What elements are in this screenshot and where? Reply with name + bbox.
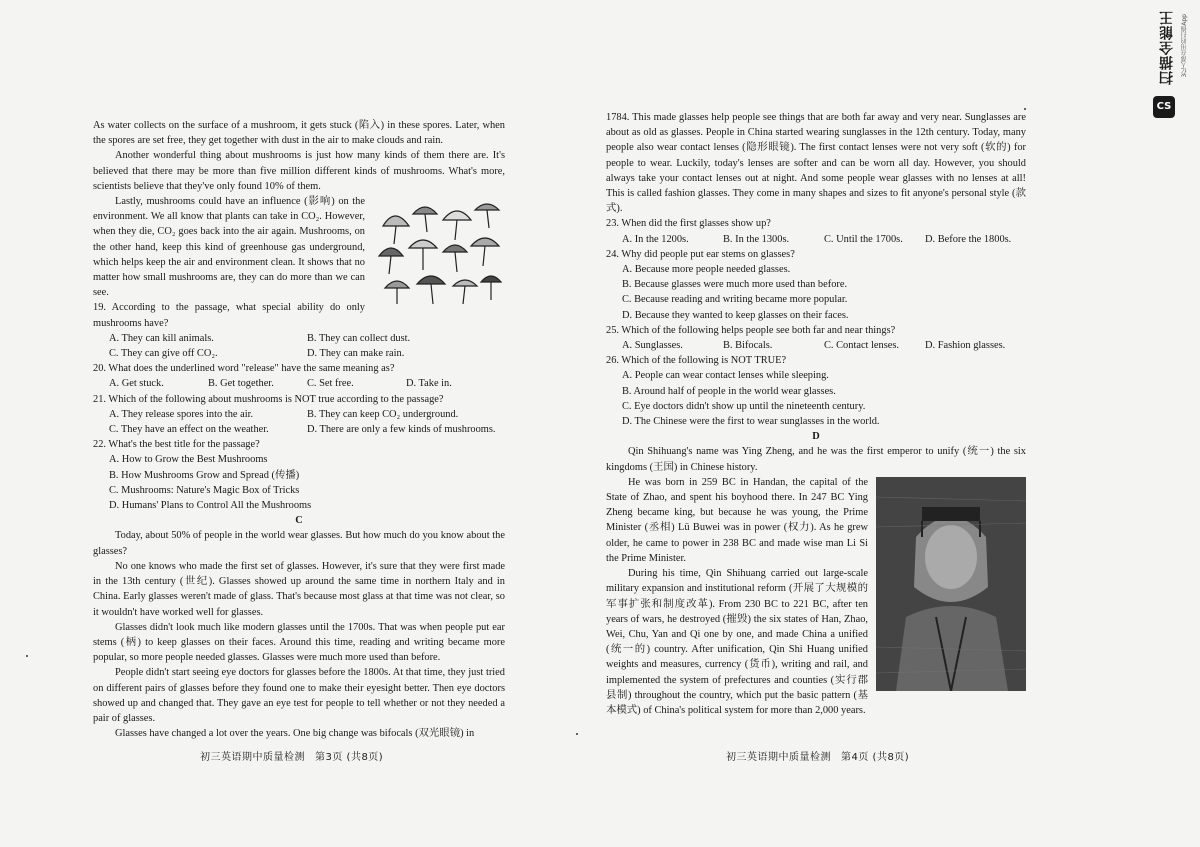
- qin-shihuang-portrait: [876, 477, 1026, 691]
- paragraph: During his time, Qin Shihuang carried out large-scale military expansion and institutional reform (开展了大规模的军事扩张和制度改革). From 230 BC to 221 BC, after ten years of wars, he destroyed (摧毁) the six states of Han, Zhao, Wei, Chu, Yan and Qi one by one, and made China a unified (统一的) country. After unification, Qin Shi Huang unified weights and measures, currency (货币), writing and rail, and implemented the system of prefectures and counties (实行郡县制) throughout the country, which put the basic pattern (基本模式) of China's political system for more than 2,000 years.: [606, 568, 868, 716]
- scan-speck: [576, 733, 578, 735]
- logo-subtitle: 3亿人都在用的扫描App: [1181, 14, 1188, 78]
- paragraph: 1784. This made glasses help people see things that are both far away and very near. Sunglasses are about as old as glasses. People in China started wearing sunglasses in the 12th century. Today, many people also wear contact lenses (隐形眼镜). The first contact lenses were not very soft (软的) for people to wear. Luckily, today's lenses are softer and can be worn all day. However, you should always take your contact lenses out at night. And some people wear glasses with no lenses at all! This is called fashion glasses. They come in many shapes and sizes to fit anyone's personal style (款式).: [606, 112, 1026, 215]
- answer-option: B. Because glasses were much more used than before.: [622, 279, 848, 291]
- scanner-app-logo: [1153, 10, 1177, 118]
- answer-option: D. Because they wanted to keep glasses on their faces.: [622, 309, 849, 321]
- paragraph: He was born in 259 BC in Handan, the capital of the State of Zhao, and spent his boyhood there. In 247 BC Ying Zheng became king, but because he was young, the Prime Minister (丞相) Lü Buwei was in power (权力). As he grew older, he came to power in 238 BC and made wise man Li Si the Prime Minister.: [606, 476, 868, 564]
- answer-option: A. Because more people needed glasses.: [622, 264, 791, 276]
- section-heading: C: [295, 515, 303, 527]
- question-stem: 23. When did the first glasses show up?: [606, 218, 771, 230]
- answer-option: A. Sunglasses.: [622, 340, 683, 352]
- footer-page-number: 第4页 (共8页): [841, 752, 910, 763]
- answer-option: B. Bifocals.: [723, 340, 773, 352]
- answer-option: A. They can kill animals.: [109, 332, 214, 344]
- footer-exam-title: 初三英语期中质量检测: [200, 752, 305, 763]
- answer-option: C. Eye doctors didn't show up until the nineteenth century.: [622, 400, 866, 412]
- logo-brand-text: 扫描全能王: [1159, 10, 1175, 85]
- paragraph: Lastly, mushrooms could have an influence (影响) on the environment. We all know that plants can take in CO₂. However, when they die, CO₂ goes back into the air again. Mushrooms, on the other hand, keep this kind of greenhouse gas underground, which helps keep the air and environment clean. It shows that no matter how small mushrooms are, they can do more than we can see.: [93, 196, 365, 299]
- scan-speck: [1024, 108, 1026, 110]
- answer-option: A. They release spores into the air.: [109, 408, 254, 420]
- qin-paragraph-block: [606, 475, 1026, 718]
- answer-option: D. Take in.: [406, 378, 452, 390]
- question-stem: 19. According to the passage, what special ability do only mushrooms have?: [93, 302, 365, 329]
- answer-option: C. Contact lenses.: [824, 340, 900, 352]
- paragraph: Qin Shihuang's name was Ying Zheng, and he was the first emperor to unify (统一) the six kingdoms (王国) in Chinese history.: [606, 446, 1026, 473]
- answer-option: C. Mushrooms: Nature's Magic Box of Tricks: [109, 484, 300, 496]
- paragraph: Today, about 50% of people in the world wear glasses. But how much do you know about the glasses?: [93, 530, 505, 557]
- answer-option: C. They have an effect on the weather.: [109, 424, 269, 436]
- page-footer: [726, 748, 909, 763]
- answer-option: A. In the 1200s.: [622, 233, 689, 245]
- answer-option: A. How to Grow the Best Mushrooms: [109, 454, 268, 466]
- scan-speck: [26, 655, 28, 657]
- answer-option: B. Get together.: [208, 378, 274, 390]
- answer-option: C. Set free.: [307, 378, 354, 390]
- footer-page-number: 第3页 (共8页): [315, 752, 384, 763]
- paragraph: People didn't start seeing eye doctors for glasses before the 1800s. At that time, they just tried on different pairs of glasses before they found one to make their eyesight better. Then eye doctors showed up and changed that. They gave an eye test for people to tell whether or not they needed a pair of glasses.: [93, 667, 505, 724]
- paragraph: Glasses have changed a lot over the years. One big change was bifocals (双光眼镜) in: [115, 728, 475, 740]
- paragraph: Another wonderful thing about mushrooms is just how many kinds of them there are. It's believed that there may be more than five million different kinds of mushrooms. What's more, scientists believe that they've only found 10% of them.: [93, 150, 505, 192]
- answer-option: A. People can wear contact lenses while sleeping.: [622, 370, 829, 382]
- answer-option: C. Because reading and writing became more popular.: [622, 294, 848, 306]
- logo-badge: CS: [1153, 96, 1175, 118]
- options-row: [606, 338, 1026, 353]
- answer-option: B. How Mushrooms Grow and Spread (传播): [109, 469, 300, 481]
- question-stem: 25. Which of the following helps people see both far and near things?: [606, 324, 896, 336]
- answer-option: D. Humans' Plans to Control All the Mushrooms: [109, 500, 312, 512]
- question-stem: 22. What's the best title for the passage?: [93, 439, 260, 451]
- question-stem: 24. Why did people put ear stems on glasses?: [606, 248, 795, 260]
- question-stem: 21. Which of the following about mushrooms is NOT true according to the passage?: [93, 393, 444, 405]
- answer-option: D. Fashion glasses.: [925, 340, 1006, 352]
- answer-option: B. They can collect dust.: [307, 332, 411, 344]
- footer-exam-title: 初三英语期中质量检测: [726, 752, 831, 763]
- answer-option: D. Before the 1800s.: [925, 233, 1012, 245]
- right-questions: [606, 216, 1026, 429]
- right-column: [606, 110, 1026, 718]
- section-heading: D: [812, 431, 820, 443]
- answer-option: B. They can keep CO₂ underground.: [307, 408, 459, 420]
- question-stem: 20. What does the underlined word "release" have the same meaning as?: [93, 363, 395, 375]
- answer-option: C. Until the 1700s.: [824, 233, 903, 245]
- paragraph: Glasses didn't look much like modern glasses until the 1700s. That was when people put ear stems (柄) to keep glasses on their faces. Around this time, reading and writing became more popular, so more people needed glasses. Glasses were much more used than before.: [93, 621, 505, 664]
- answer-option: D. The Chinese were the first to wear sunglasses in the world.: [622, 416, 880, 428]
- answer-option: C. They can give off CO₂.: [109, 348, 218, 360]
- options-row: [606, 232, 1026, 247]
- answer-option: A. Get stuck.: [109, 378, 164, 390]
- question-stem: 26. Which of the following is NOT TRUE?: [606, 355, 787, 367]
- paragraph: No one knows who made the first set of glasses. However, it's sure that they were first made in the 13th century (世纪). Glasses showed up around the same time in northern Italy and in China. Early glasses weren't made of glass. That's because most glass at that time was not clear, so it wouldn't have worked well for glasses.: [93, 560, 505, 618]
- answer-option: B. Around half of people in the world wear glasses.: [622, 385, 836, 397]
- paragraph: As water collects on the surface of a mushroom, it gets stuck (陷入) in these spores. Later, when the spores are set free, they get together with dust in the air to make clouds and rain.: [93, 120, 505, 147]
- answer-option: D. There are only a few kinds of mushrooms.: [307, 424, 496, 436]
- answer-option: D. They can make rain.: [307, 348, 405, 360]
- answer-option: B. In the 1300s.: [723, 233, 790, 245]
